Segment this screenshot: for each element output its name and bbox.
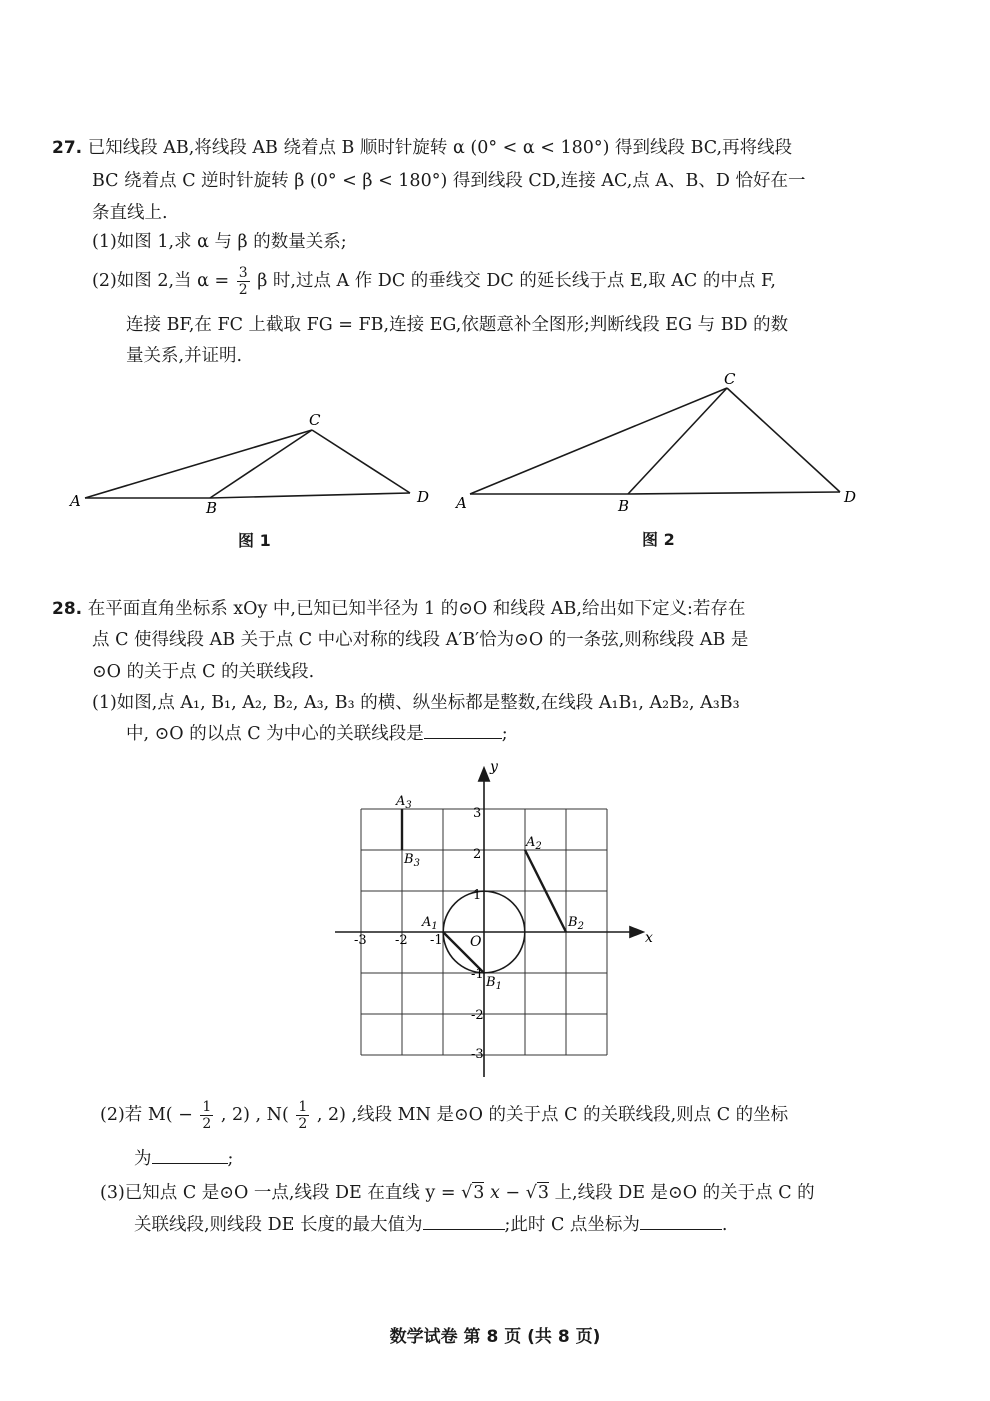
q27-part1: (1)如图 1,求 α 与 β 的数量关系; [92, 232, 347, 252]
fig2-label-B: B [618, 497, 630, 515]
q28-part3-mid: ;此时 C 点坐标为 [504, 1215, 640, 1235]
x-axis-label: x [645, 930, 653, 946]
label-A1: $A_1$ [422, 915, 438, 932]
fig2-label-D: D [844, 488, 857, 506]
q28-part2-mid: , 2) , N( [220, 1105, 289, 1125]
q27-part2-line1 [92, 266, 776, 297]
y-axis-label: y [490, 759, 498, 775]
fig1-segment-AC [85, 430, 312, 498]
sqrt-1: √3 [461, 1183, 485, 1203]
fig2-caption: 图 2 [642, 530, 675, 549]
fig2-segment-CD [727, 388, 840, 492]
fig1-segment-BD [210, 493, 410, 498]
q28-part3-line1 [100, 1181, 815, 1205]
fig1-segment-CD [312, 430, 410, 493]
q27-line2: BC 绕着点 C 逆时针旋转 β (0° < β < 180°) 得到线段 CD,连接 AC,点 A、B、D 恰好在一 [92, 171, 806, 191]
sqrt-2: √3 [525, 1183, 549, 1203]
y-tick-neg3: -3 [471, 1047, 484, 1062]
y-tick-1: 1 [473, 888, 482, 903]
fraction-M: $\frac{1}{2}$ [202, 1099, 212, 1132]
q27-part2-prefix: (2)如图 2,当 α = [92, 271, 230, 291]
label-B3: $B_3$ [404, 852, 420, 869]
q28-line2: 点 C 使得线段 AB 关于点 C 中心对称的线段 A′B′恰为⊙O 的一条弦,则称线段 AB 是 [92, 630, 749, 650]
q27-part2-suffix: β 时,过点 A 作 DC 的垂线交 DC 的延长线于点 E,取 AC 的中点 F, [257, 271, 776, 291]
fig2-segment-AC [470, 388, 727, 494]
q28-part3-suffix: 上,线段 DE 是⊙O 的关于点 C 的 [554, 1183, 815, 1203]
y-tick-3: 3 [473, 806, 482, 821]
q28-part2-suffix: , 2) ,线段 MN 是⊙O 的关于点 C 的关联线段,则点 C 的坐标 [316, 1105, 789, 1125]
fig1-label-A: A [70, 492, 81, 510]
label-B1: $B_1$ [486, 975, 502, 992]
q27-text-1: 已知线段 AB,将线段 AB 绕着点 B 顺时针旋转 α (0° < α < 180°) 得到线段 BC,再将线段 [87, 138, 793, 158]
q27-line1 [52, 136, 792, 160]
origin-label: O [470, 934, 482, 950]
fig1-label-C: C [309, 411, 321, 429]
q28-part2-wei: 为 [134, 1149, 152, 1169]
q28-line3: ⊙O 的关于点 C 的关联线段. [92, 662, 315, 682]
q27-part2-line3: 量关系,并证明. [126, 346, 243, 366]
q27-line3: 条直线上. [92, 203, 168, 223]
q28-part2-end: ; [227, 1149, 234, 1169]
label-A3: $A_3$ [396, 794, 412, 811]
x-tick-neg3: -3 [354, 933, 367, 948]
fig1-label-D: D [417, 488, 430, 506]
q28-part2-line1 [100, 1100, 788, 1131]
q28-part3-prefix: (3)已知点 C 是⊙O 一点,线段 DE 在直线 y = [100, 1183, 456, 1203]
q27-fraction: $\frac{3}{2}$ [238, 265, 248, 298]
fig1-label-B: B [206, 499, 218, 517]
q27-part2-line2: 连接 BF,在 FC 上截取 FG = FB,连接 EG,依题意补全图形;判断线段 EG 与 BD 的数 [126, 315, 789, 335]
q28-part3-text: 关联线段,则线段 DE 长度的最大值为 [134, 1215, 423, 1235]
answer-blank-3[interactable] [423, 1215, 505, 1230]
q28-part1-line2 [126, 722, 508, 746]
fig1-segment-BC [210, 430, 312, 498]
fraction-N: $\frac{1}{2}$ [298, 1099, 308, 1132]
figure-2 [448, 368, 868, 516]
y-tick-neg2: -2 [471, 1008, 484, 1023]
answer-blank-4[interactable] [640, 1215, 722, 1230]
q28-part1-end: ; [501, 724, 508, 744]
y-tick-neg1: -1 [471, 967, 484, 982]
coordinate-graph [330, 755, 660, 1085]
answer-blank-1[interactable] [424, 724, 502, 739]
fig2-segment-BC [628, 388, 727, 494]
q28-part3-line2 [134, 1213, 728, 1237]
label-B2: $B_2$ [568, 915, 584, 932]
q28-part3-end: . [721, 1215, 728, 1235]
figure-1 [60, 405, 440, 520]
q28-part1-text: 中, ⊙O 的以点 C 为中心的关联线段是 [126, 724, 424, 744]
fig2-label-A: A [456, 494, 467, 512]
q28-part2-prefix: (2)若 M( − [100, 1105, 193, 1125]
answer-blank-2[interactable] [152, 1149, 228, 1164]
q28-part1-line1: (1)如图,点 A₁, B₁, A₂, B₂, A₃, B₃ 的横、纵坐标都是整数,在线段 A₁B₁, A₂B₂, A₃B₃ [92, 693, 740, 713]
fig2-label-C: C [724, 370, 736, 388]
x-tick-neg2: -2 [395, 933, 408, 948]
x-tick-neg1: -1 [430, 933, 443, 948]
q28-text-1: 在平面直角坐标系 xOy 中,已知已知半径为 1 的⊙O 和线段 AB,给出如下定义:若存在 [87, 599, 746, 619]
y-tick-2: 2 [473, 847, 482, 862]
page-footer: 数学试卷 第 8 页 (共 8 页) [389, 1327, 601, 1347]
q28-part2-line2 [134, 1147, 233, 1171]
q27-number: 27. [52, 138, 83, 158]
fig2-segment-BD [628, 492, 840, 494]
q28-line1 [52, 597, 745, 621]
fig1-caption: 图 1 [238, 531, 271, 550]
label-A2: $A_2$ [526, 835, 542, 852]
q28-number: 28. [52, 599, 83, 619]
q28-part3-x: x − [490, 1183, 521, 1203]
